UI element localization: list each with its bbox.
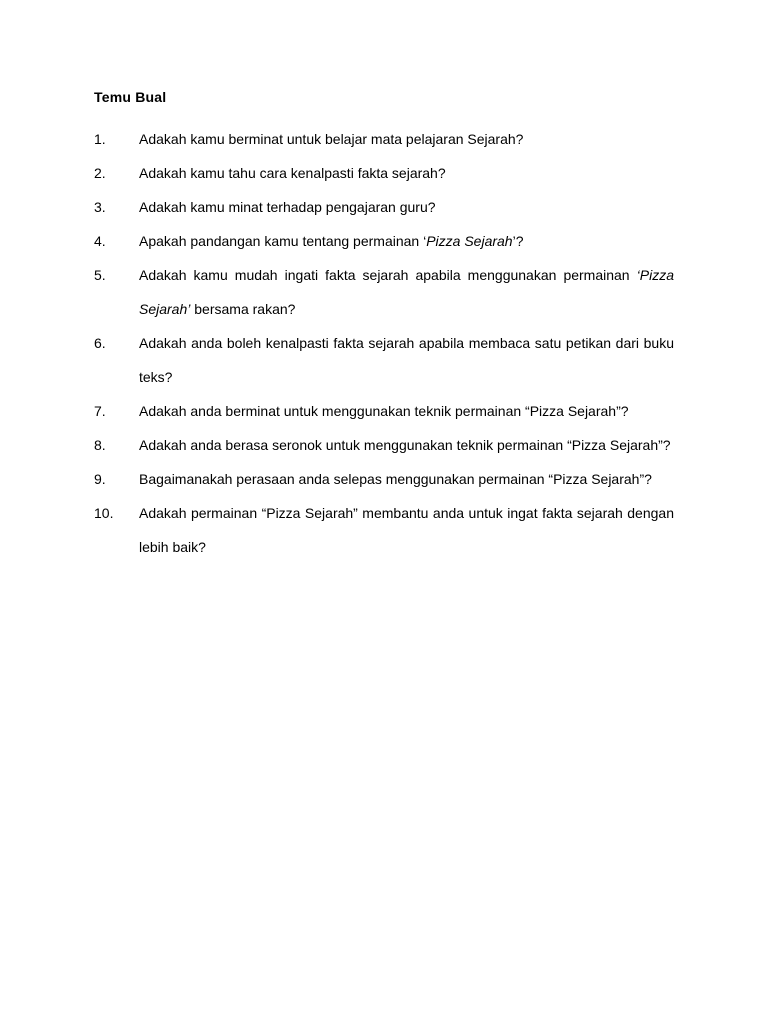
question-item [94,190,674,224]
question-text: Adakah permainan “Pizza Sejarah” membantu anda untuk ingat fakta sejarah dengan lebih baik? [139,505,674,555]
question-number: 1. [94,131,106,147]
question-number: 10. [94,505,114,521]
question-number: 5. [94,267,106,283]
question-item [94,258,674,326]
question-text: Adakah anda berasa seronok untuk menggunakan teknik permainan “Pizza Sejarah”? [139,437,671,453]
question-number: 3. [94,199,106,215]
question-item [94,462,674,496]
question-number: 4. [94,233,106,249]
question-text: Adakah kamu mudah ingati fakta sejarah apabila menggunakan permainan ‘Pizza Sejarah’ bersama rakan? [139,267,674,317]
question-number: 7. [94,403,106,419]
question-list [94,122,674,564]
question-item [94,428,674,462]
question-item [94,156,674,190]
page-title: Temu Bual [94,89,167,105]
question-item [94,326,674,394]
question-text: Bagaimanakah perasaan anda selepas menggunakan permainan “Pizza Sejarah”? [139,471,652,487]
question-item [94,122,674,156]
question-text: Adakah kamu tahu cara kenalpasti fakta sejarah? [139,165,446,181]
question-item [94,394,674,428]
question-number: 2. [94,165,106,181]
question-item [94,496,674,564]
question-text: Apakah pandangan kamu tentang permainan ‘Pizza Sejarah’? [139,233,524,249]
question-item [94,224,674,258]
question-number: 9. [94,471,106,487]
question-number: 8. [94,437,106,453]
italic-title: ‘Pizza Sejarah’ [139,267,674,317]
italic-title: Pizza Sejarah [426,233,513,249]
question-text: Adakah kamu berminat untuk belajar mata pelajaran Sejarah? [139,131,524,147]
question-number: 6. [94,335,106,351]
question-text: Adakah kamu minat terhadap pengajaran guru? [139,199,436,215]
question-text: Adakah anda boleh kenalpasti fakta sejarah apabila membaca satu petikan dari buku teks? [139,335,674,385]
question-text: Adakah anda berminat untuk menggunakan teknik permainan “Pizza Sejarah”? [139,403,629,419]
